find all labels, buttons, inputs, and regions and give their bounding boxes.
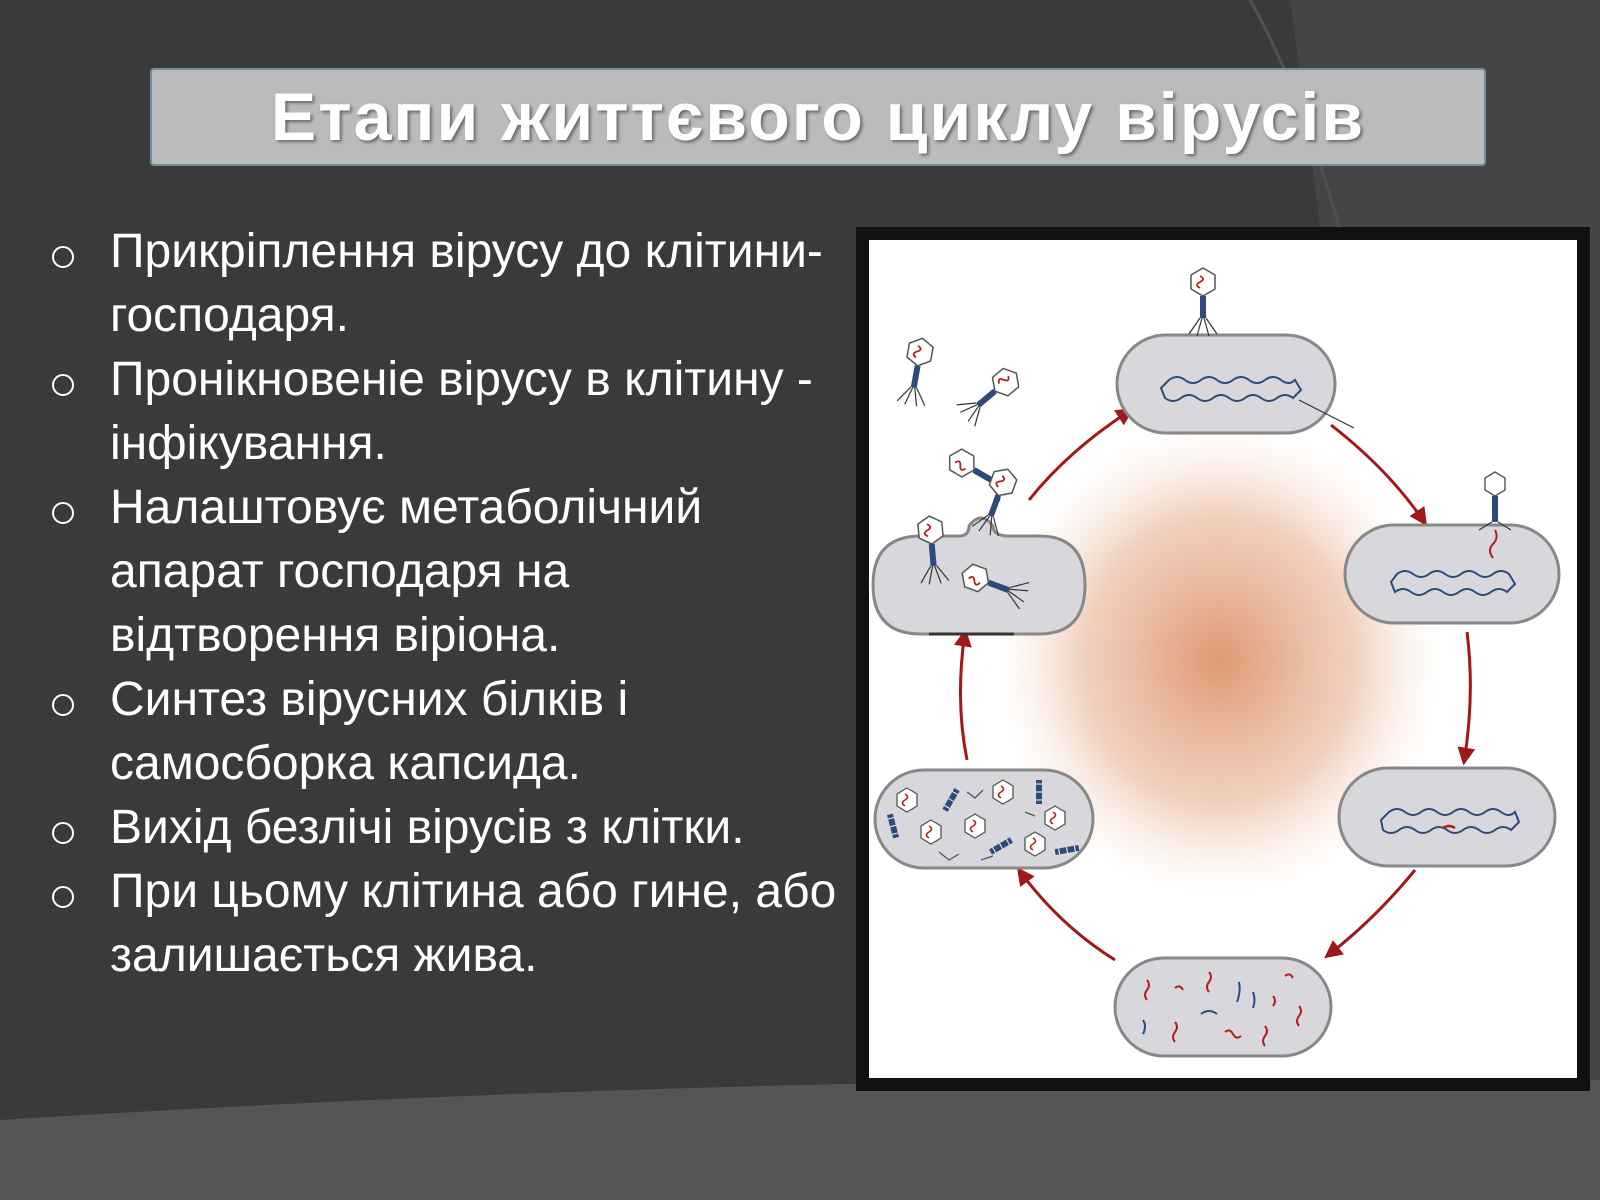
bullet-item <box>44 476 844 668</box>
bacterial-cell-icon <box>1117 268 1354 433</box>
circle-bullet-icon <box>52 822 74 844</box>
bacteriophage-icon <box>955 362 1025 427</box>
circle-bullet-icon <box>52 886 74 908</box>
bullet-text: Вихід безлічі вірусів з клітки. <box>110 801 745 854</box>
bacterial-cell-icon <box>875 770 1093 868</box>
lifecycle-diagram <box>869 240 1577 1078</box>
bullet-item <box>44 348 844 476</box>
circle-bullet-icon <box>52 502 74 524</box>
bullet-text: Прикріплення вірусу до клітини-господаря. <box>110 225 823 342</box>
bacteriophage-icon <box>1189 268 1217 336</box>
bullet-list <box>44 220 844 988</box>
bacterial-cell-icon <box>1339 768 1555 866</box>
bullet-item <box>44 668 844 796</box>
circle-bullet-icon <box>52 694 74 716</box>
bullet-item <box>44 796 844 860</box>
slide-title: Етапи життєвого циклу вірусів <box>270 79 1366 155</box>
bacteriophage-icon <box>897 336 936 408</box>
bullet-text: При цьому клітина або гине, або залишається жива. <box>110 865 837 982</box>
bullet-item <box>44 860 844 988</box>
title-banner <box>150 68 1486 166</box>
circle-bullet-icon <box>52 246 74 268</box>
circle-bullet-icon <box>52 374 74 396</box>
cycle-arrow-icon <box>1327 870 1415 956</box>
cycle-arrow-icon <box>1019 870 1115 960</box>
bullet-text: Пронікновеніе вірусу в клітину - інфікування. <box>110 353 813 470</box>
cycle-arrow-icon <box>1464 632 1470 762</box>
cycle-arrow-icon <box>960 632 967 760</box>
bullet-item <box>44 220 844 348</box>
bacterial-cell-icon <box>1115 958 1331 1056</box>
bullet-text: Налаштовує метаболічний апарат господаря на відтворення віріона. <box>110 481 703 662</box>
bullet-text: Синтез вірусних білків і самосборка капсида. <box>110 673 629 790</box>
diagram-frame <box>856 227 1590 1091</box>
